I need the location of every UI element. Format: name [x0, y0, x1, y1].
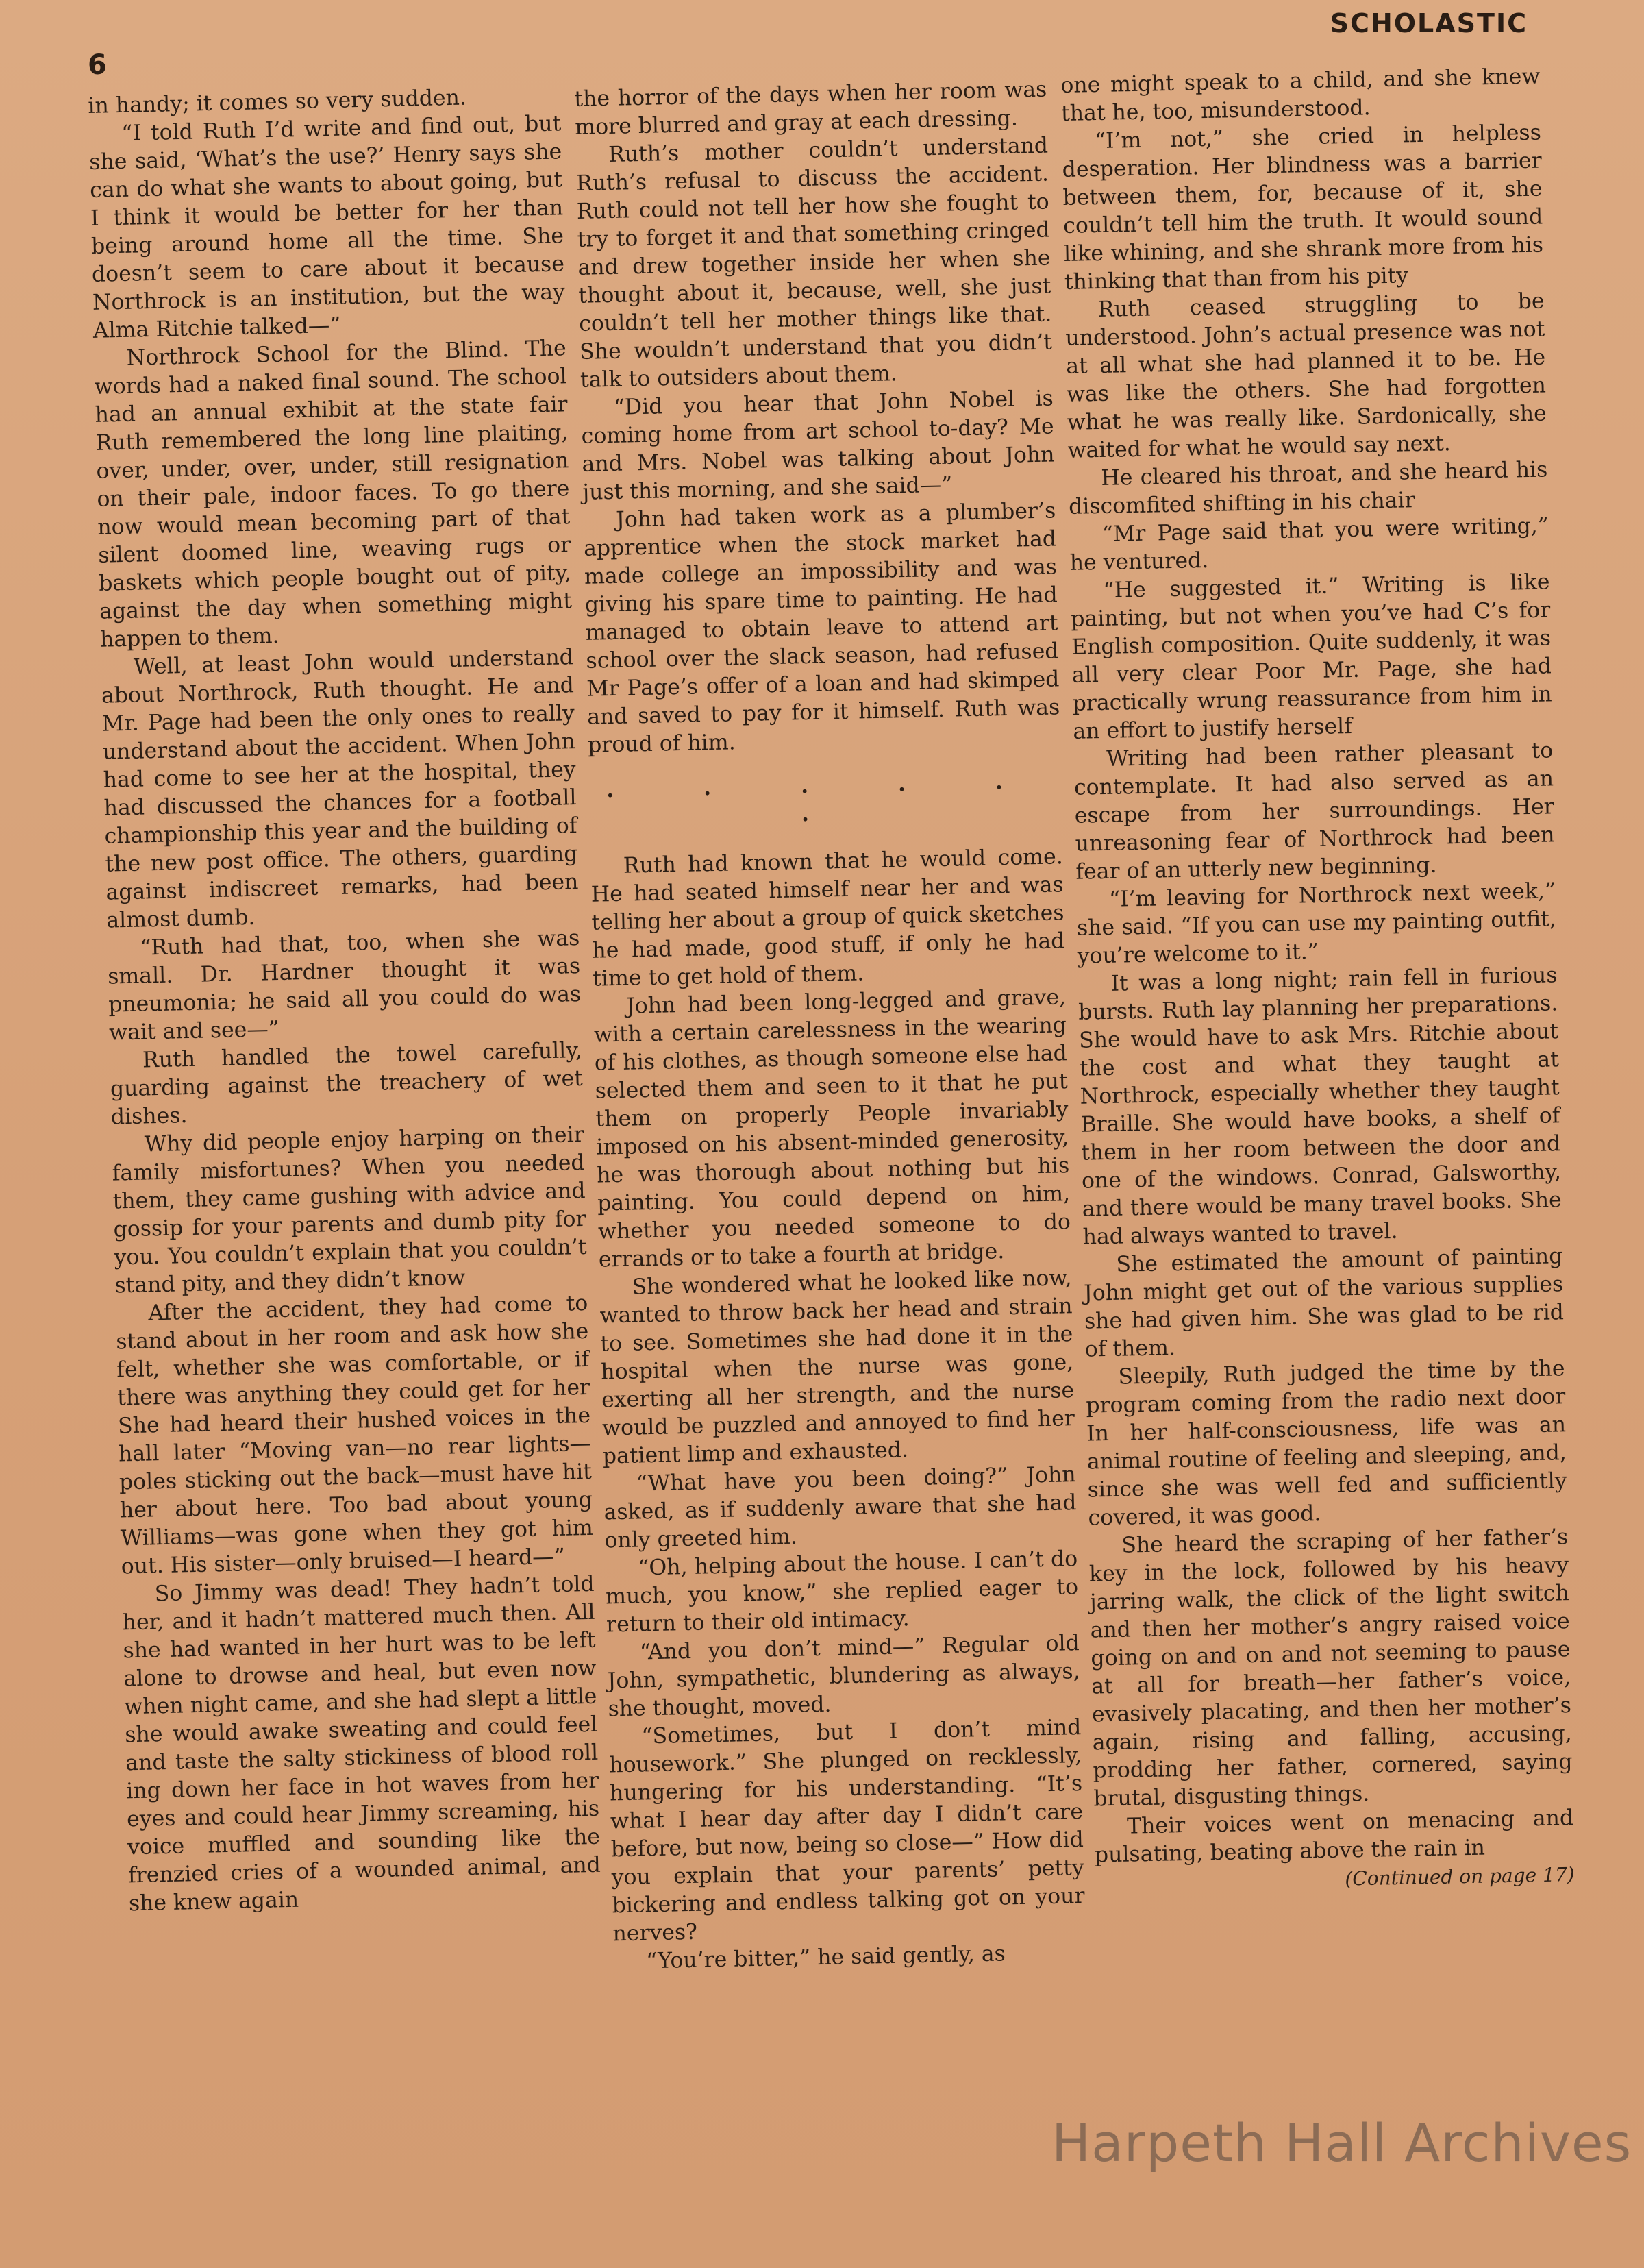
- paragraph: “He suggested it.” Writing is like painting, but not when you’ve had C’s for English composition. Quite suddenly, it was all very clear Poor Mr. Page, she had practically wrung reassurance from him in an effort to justify herself: [1070, 569, 1552, 744]
- text-column-2: [574, 76, 1086, 1977]
- paragraph: “I told Ruth I’d write and find out, but she said, ‘What’s the use?’ Henry says she can do what she wants to about going, but I think it would be better for her than being around home all the time. She doesn’t seem to care about it because Northrock is an institution, but the way Alma Ritchie talked—”: [88, 111, 566, 343]
- paragraph: It was a long night; rain fell in furious bursts. Ruth lay planning her preparations. She would have to ask Mrs. Ritchie about the cost and what they taught at Northrock, especially whether they taught Braille. She would have books, a shelf of them in her room between the door and one of the windows. Conrad, Galsworthy, and there would be many travel books. She had always wanted to travel.: [1078, 963, 1562, 1250]
- paragraph: “What have you been doing?” John asked, as if suddenly aware that she had only greeted him.: [603, 1462, 1077, 1553]
- paragraph: Their voices went on menacing and pulsating, beating above the rain in: [1094, 1805, 1574, 1868]
- paragraph: So Jimmy was dead! They hadn’t told her, and it hadn’t mattered much then. All she had wanted in her hurt was to be left alone to drowse and heal, but even now when night came, and she had slept a little she would awake sweating and could feel and taste the salty stickiness of blood roll ing down her face in hot waves from her eyes and could hear Jimmy screaming, his voice muffled and sounding like the frenzied cries of a wounded animal, and she knew again: [122, 1571, 601, 1916]
- paragraph: After the accident, they had come to stand about in her room and ask how she felt, whether she was comfortable, or if there was anything they could get for her She had heard their hushed voices in the hall later “Moving van—no rear lights—poles sticking out the back—must have hit her about here. Too bad about young Williams—was gone when they got him out. His sister—only bruised—I heard—”: [115, 1290, 594, 1579]
- paragraph: “And you don’t mind—” Regular old John, sympathetic, blundering as always, she thought, moved.: [607, 1631, 1081, 1722]
- page-number: 6: [88, 49, 107, 81]
- archive-watermark: Harpeth Hall Archives: [1051, 2112, 1632, 2173]
- paragraph: Ruth had known that he would come. He had seated himself near her and was telling her about a group of quick sketches he had made, good stuff, if only he had time to get hold of them.: [590, 844, 1065, 991]
- section-separator: . . . . . .: [606, 767, 1045, 827]
- paragraph: “Mr Page said that you were writing,” he ventured.: [1069, 513, 1549, 576]
- paragraph: Well, at least John would understand about Northrock, Ruth thought. He and Mr. Page had been the only ones to really understand about the accident. When John had come to see her at the hospital, they had discussed the chances for a football championship this year and the building of the new post office. The others, guarding against indiscreet remarks, had been almost dumb.: [101, 645, 579, 933]
- continued-note: (Continued on page 17): [1345, 1863, 1575, 1890]
- paragraph: in handy; it comes so very sudden.: [88, 85, 467, 119]
- paragraph: Writing had been rather pleasant to contemplate. It had also served as an escape from her surroundings. Her unreasoning fear of Northrock had been fear of an utterly new beginning.: [1073, 738, 1555, 885]
- paragraph: “Ruth had that, too, when she was small. Dr. Hardner thought it was pneumonia; he said all you could do was wait and see—”: [107, 926, 582, 1046]
- text-column-1: [88, 82, 601, 1918]
- text-column-3: [1060, 63, 1575, 1898]
- paragraph: “Sometimes, but I don’t mind housework.” She plunged on recklessly, hungering for his understanding. “It’s what I hear day after day I didn’t care before, but now, being so close—” How did you explain that your parents’ petty bickering and endless talking got on your nerves?: [608, 1715, 1085, 1947]
- paragraph: “I’m leaving for Northrock next week,” she said. “If you can use my painting outfit, you’re welcome to it.”: [1076, 878, 1557, 969]
- paragraph: Why did people enjoy harping on their family misfortunes? When you needed them, they came gushing with advice and gossip for your parents and dumb pity for you. You couldn’t explain that you couldn’t stand pity, and they didn’t know: [112, 1122, 587, 1298]
- paragraph: John had been long-legged and grave, with a certain carelessness in the wearing of his clothes, as though someone else had selected them and seen to it that he put them on properly People invariably imposed on his absent-minded generosity, he was thorough about nothing but his painting. You could depend on him, whether you needed someone to do errands or to take a fourth at bridge.: [593, 985, 1071, 1272]
- paragraph: “I’m not,” she cried in helpless desperation. Her blindness was a barrier between them, for, because of it, she couldn’t tell him the truth. It would sound like whining, and she shrank more from his thinking that than from his pity: [1062, 120, 1544, 295]
- paragraph: Sleepily, Ruth judged the time by the program coming from the radio next door In her half-consciousness, life was an animal routine of feeling and sleeping, and, since she was well fed and sufficiently covered, it was good.: [1086, 1356, 1567, 1531]
- paragraph: Northrock School for the Blind. The words had a naked final sound. The school had an annual exhibit at the state fair Ruth remembered the long line plaiting, over, under, over, under, still resignation on their pale, indoor faces. To go there now would mean becoming part of that silent doomed line, weaving rugs or baskets which people bought out of pity, against the day when something might happen to them.: [94, 336, 573, 652]
- paragraph: John had taken work as a plumber’s apprentice when the stock market had made college an impossibility and was giving his spare time to painting. He had managed to obtain leave to attend art school over the slack season, had refused Mr Page’s offer of a loan and had skimped and saved to pay for it himself. Ruth was proud of him.: [583, 498, 1060, 758]
- paragraph: She heard the scraping of her father’s key in the lock, followed by his heavy jarring walk, the click of the light switch and then her mother’s angry raised voice going on and on and not seeming to pause at all for breath—her father’s voice, evasively placating, and then her mother’s again, rising and falling, accusing, prodding her father, cornered, saying brutal, disgusting things.: [1088, 1525, 1573, 1812]
- paragraph: “Did you hear that John Nobel is coming home from art school to-day? Me and Mrs. Nobel was talking about John just this morning, and she said—”: [581, 386, 1055, 505]
- masthead: SCHOLASTIC: [1330, 8, 1528, 38]
- paragraph: Ruth’s mother couldn’t understand Ruth’s refusal to discuss the accident. Ruth could not tell her how she fought to try to forget it and that something cringed and drew together inside her when she thought about it, because, well, she just couldn’t tell her mother things like that. She wouldn’t understand that you didn’t talk to outsiders about them.: [575, 133, 1053, 393]
- paragraph: Ruth handled the towel carefully, guarding against the treachery of wet dishes.: [110, 1037, 584, 1130]
- paragraph: Ruth ceased struggling to be understood. John’s actual presence was not at all what she had planned it to be. He was like the others. She had forgotten what he was really like. Sardonically, she waited for what he would say next.: [1065, 288, 1547, 463]
- paragraph: He cleared his throat, and she heard his discomfited shifting in his chair: [1068, 457, 1548, 519]
- paragraph: the horror of the days when her room was more blurred and gray at each dressing.: [574, 77, 1047, 140]
- paragraph: “Oh, helping about the house. I can’t do much, you know,” she replied eager to return to their old intimacy.: [605, 1546, 1079, 1638]
- paragraph: She wondered what he looked like now, wanted to throw back her head and strain to see. Sometimes she had done it in the hospital when the nurse was gone, exerting all her strength, and the nurse would be puzzled and annoyed to find her patient limp and exhausted.: [599, 1266, 1075, 1469]
- paragraph: She estimated the amount of painting John might get out of the various supplies she had given him. She was glad to be rid of them.: [1083, 1244, 1565, 1362]
- paragraph: one might speak to a child, and she knew that he, too, misunderstood.: [1060, 64, 1541, 126]
- paragraph: “You’re bitter,” he said gently, as: [645, 1941, 1006, 1974]
